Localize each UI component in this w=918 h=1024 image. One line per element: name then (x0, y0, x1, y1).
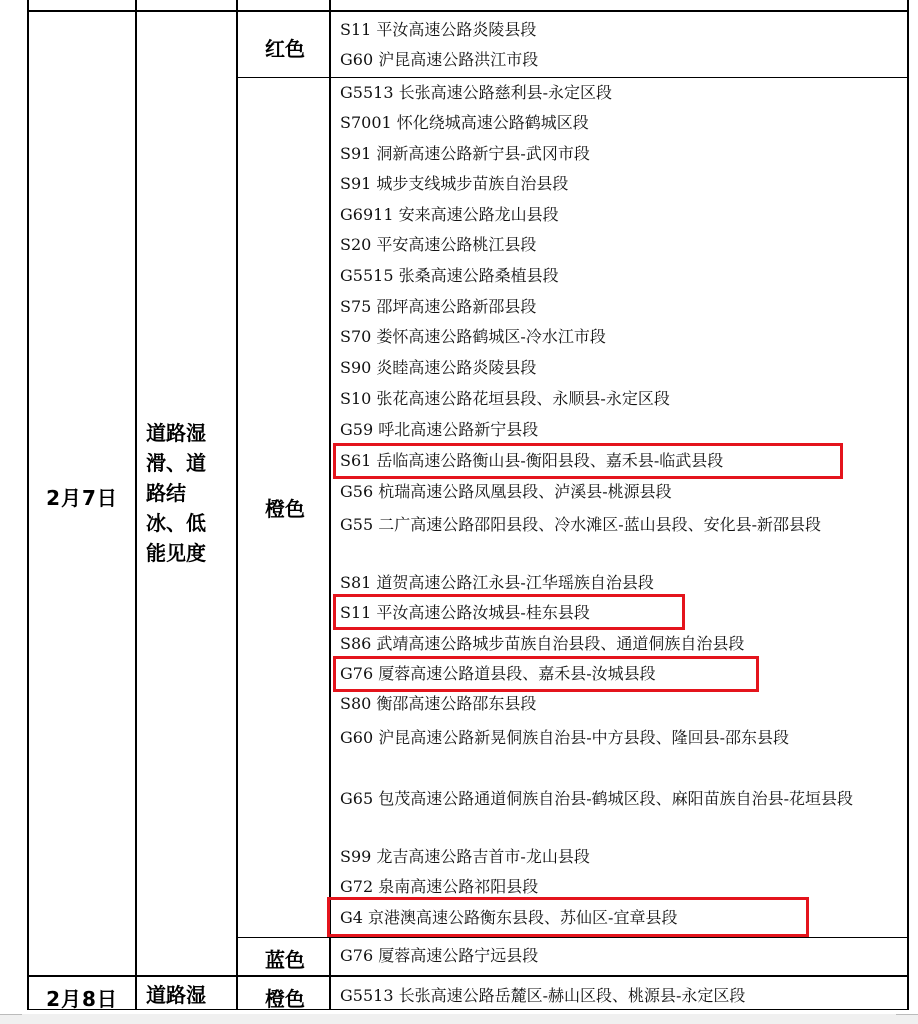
road-entry: S91 洞新高速公路新宁县-武冈市段 (340, 144, 590, 163)
level-label-blue: 蓝色 (265, 948, 305, 972)
road-entry: G72 泉南高速公路祁阳县段 (340, 877, 539, 896)
road-entry: S61 岳临高速公路衡山县-衡阳县段、嘉禾县-临武县段 (340, 451, 724, 470)
road-entry: S90 炎睦高速公路炎陵县段 (340, 358, 537, 377)
road-entry: G4 京港澳高速公路衡东县段、苏仙区-宜章县段 (340, 908, 678, 927)
row-date-feb7: 2月7日 (46, 486, 118, 510)
table-border-left (27, 0, 29, 1010)
road-entry: S7001 怀化绕城高速公路鹤城区段 (340, 113, 589, 132)
condition-line: 路结 (146, 481, 186, 505)
level-label-red: 红色 (265, 37, 305, 61)
road-entry: S10 张花高速公路花垣县段、永顺县-永定区段 (340, 389, 670, 408)
condition-line: 滑、道 (146, 451, 206, 475)
road-entry: G76 厦蓉高速公路宁远县段 (340, 946, 539, 965)
road-entry: G59 呼北高速公路新宁县段 (340, 420, 539, 439)
road-entry: S11 平汝高速公路汝城县-桂东县段 (340, 603, 590, 622)
highlight-box (327, 897, 809, 937)
road-entry: G5513 长张高速公路岳麓区-赫山区段、桃源县-永定区段 (340, 986, 746, 1005)
road-entry: S75 邵坪高速公路新邵县段 (340, 297, 537, 316)
road-entry: G76 厦蓉高速公路道县段、嘉禾县-汝城县段 (340, 664, 656, 683)
row-condition-feb7 (146, 418, 236, 568)
highlight-box (333, 443, 843, 479)
road-entry: G55 二广高速公路邵阳县段、冷水滩区-蓝山县段、安化县-新邵县段 (340, 515, 822, 534)
road-entry: S11 平汝高速公路炎陵县段 (340, 20, 537, 39)
road-entry: G5515 张桑高速公路桑植县段 (340, 266, 559, 285)
table-divider-condition (236, 0, 238, 1010)
page-edge (0, 1014, 918, 1024)
highlight-box (333, 656, 759, 692)
road-entry: S99 龙吉高速公路吉首市-龙山县段 (340, 847, 590, 866)
level-label-orange: 橙色 (265, 497, 305, 521)
road-entry: G5513 长张高速公路慈利县-永定区段 (340, 83, 612, 102)
road-entry: S81 道贺高速公路江永县-江华瑶族自治县段 (340, 573, 654, 592)
table-row-border-top (27, 10, 909, 12)
table-row-border-date (27, 975, 909, 977)
road-entry: G56 杭瑞高速公路凤凰县段、泸溪县-桃源县段 (340, 482, 672, 501)
level-divider-orange-blue (236, 937, 909, 938)
table-border-right (907, 0, 909, 1010)
condition-line: 道路湿 (146, 421, 206, 445)
level-label-orange-feb8: 橙色 (265, 987, 305, 1011)
road-entry: G65 包茂高速公路通道侗族自治县-鹤城区段、麻阳苗族自治县-花垣县段 (340, 789, 854, 808)
road-entry: S80 衡邵高速公路邵东县段 (340, 694, 537, 713)
road-entry: G60 沪昆高速公路洪江市段 (340, 50, 539, 69)
condition-line: 道路湿 (146, 983, 206, 1007)
road-entry: S70 娄怀高速公路鹤城区-冷水江市段 (340, 327, 606, 346)
road-entry: G60 沪昆高速公路新晃侗族自治县-中方县段、隆回县-邵东县段 (340, 728, 790, 747)
page-edge-line (896, 1014, 918, 1015)
table-divider-date (135, 0, 137, 1010)
page-edge-line (0, 1014, 22, 1015)
road-entry: S91 城步支线城步苗族自治县段 (340, 174, 569, 193)
condition-line: 能见度 (146, 541, 206, 565)
road-entry: G6911 安来高速公路龙山县段 (340, 205, 559, 224)
table-divider-level (329, 0, 331, 1010)
road-entry: S20 平安高速公路桃江县段 (340, 235, 537, 254)
condition-line: 冰、低 (146, 511, 206, 535)
row-date-feb8: 2月8日 (46, 987, 118, 1011)
road-entry: S86 武靖高速公路城步苗族自治县段、通道侗族自治县段 (340, 634, 745, 653)
row-condition-feb8 (146, 980, 236, 1010)
highlight-box (333, 594, 685, 630)
level-divider-red-orange (236, 77, 909, 78)
